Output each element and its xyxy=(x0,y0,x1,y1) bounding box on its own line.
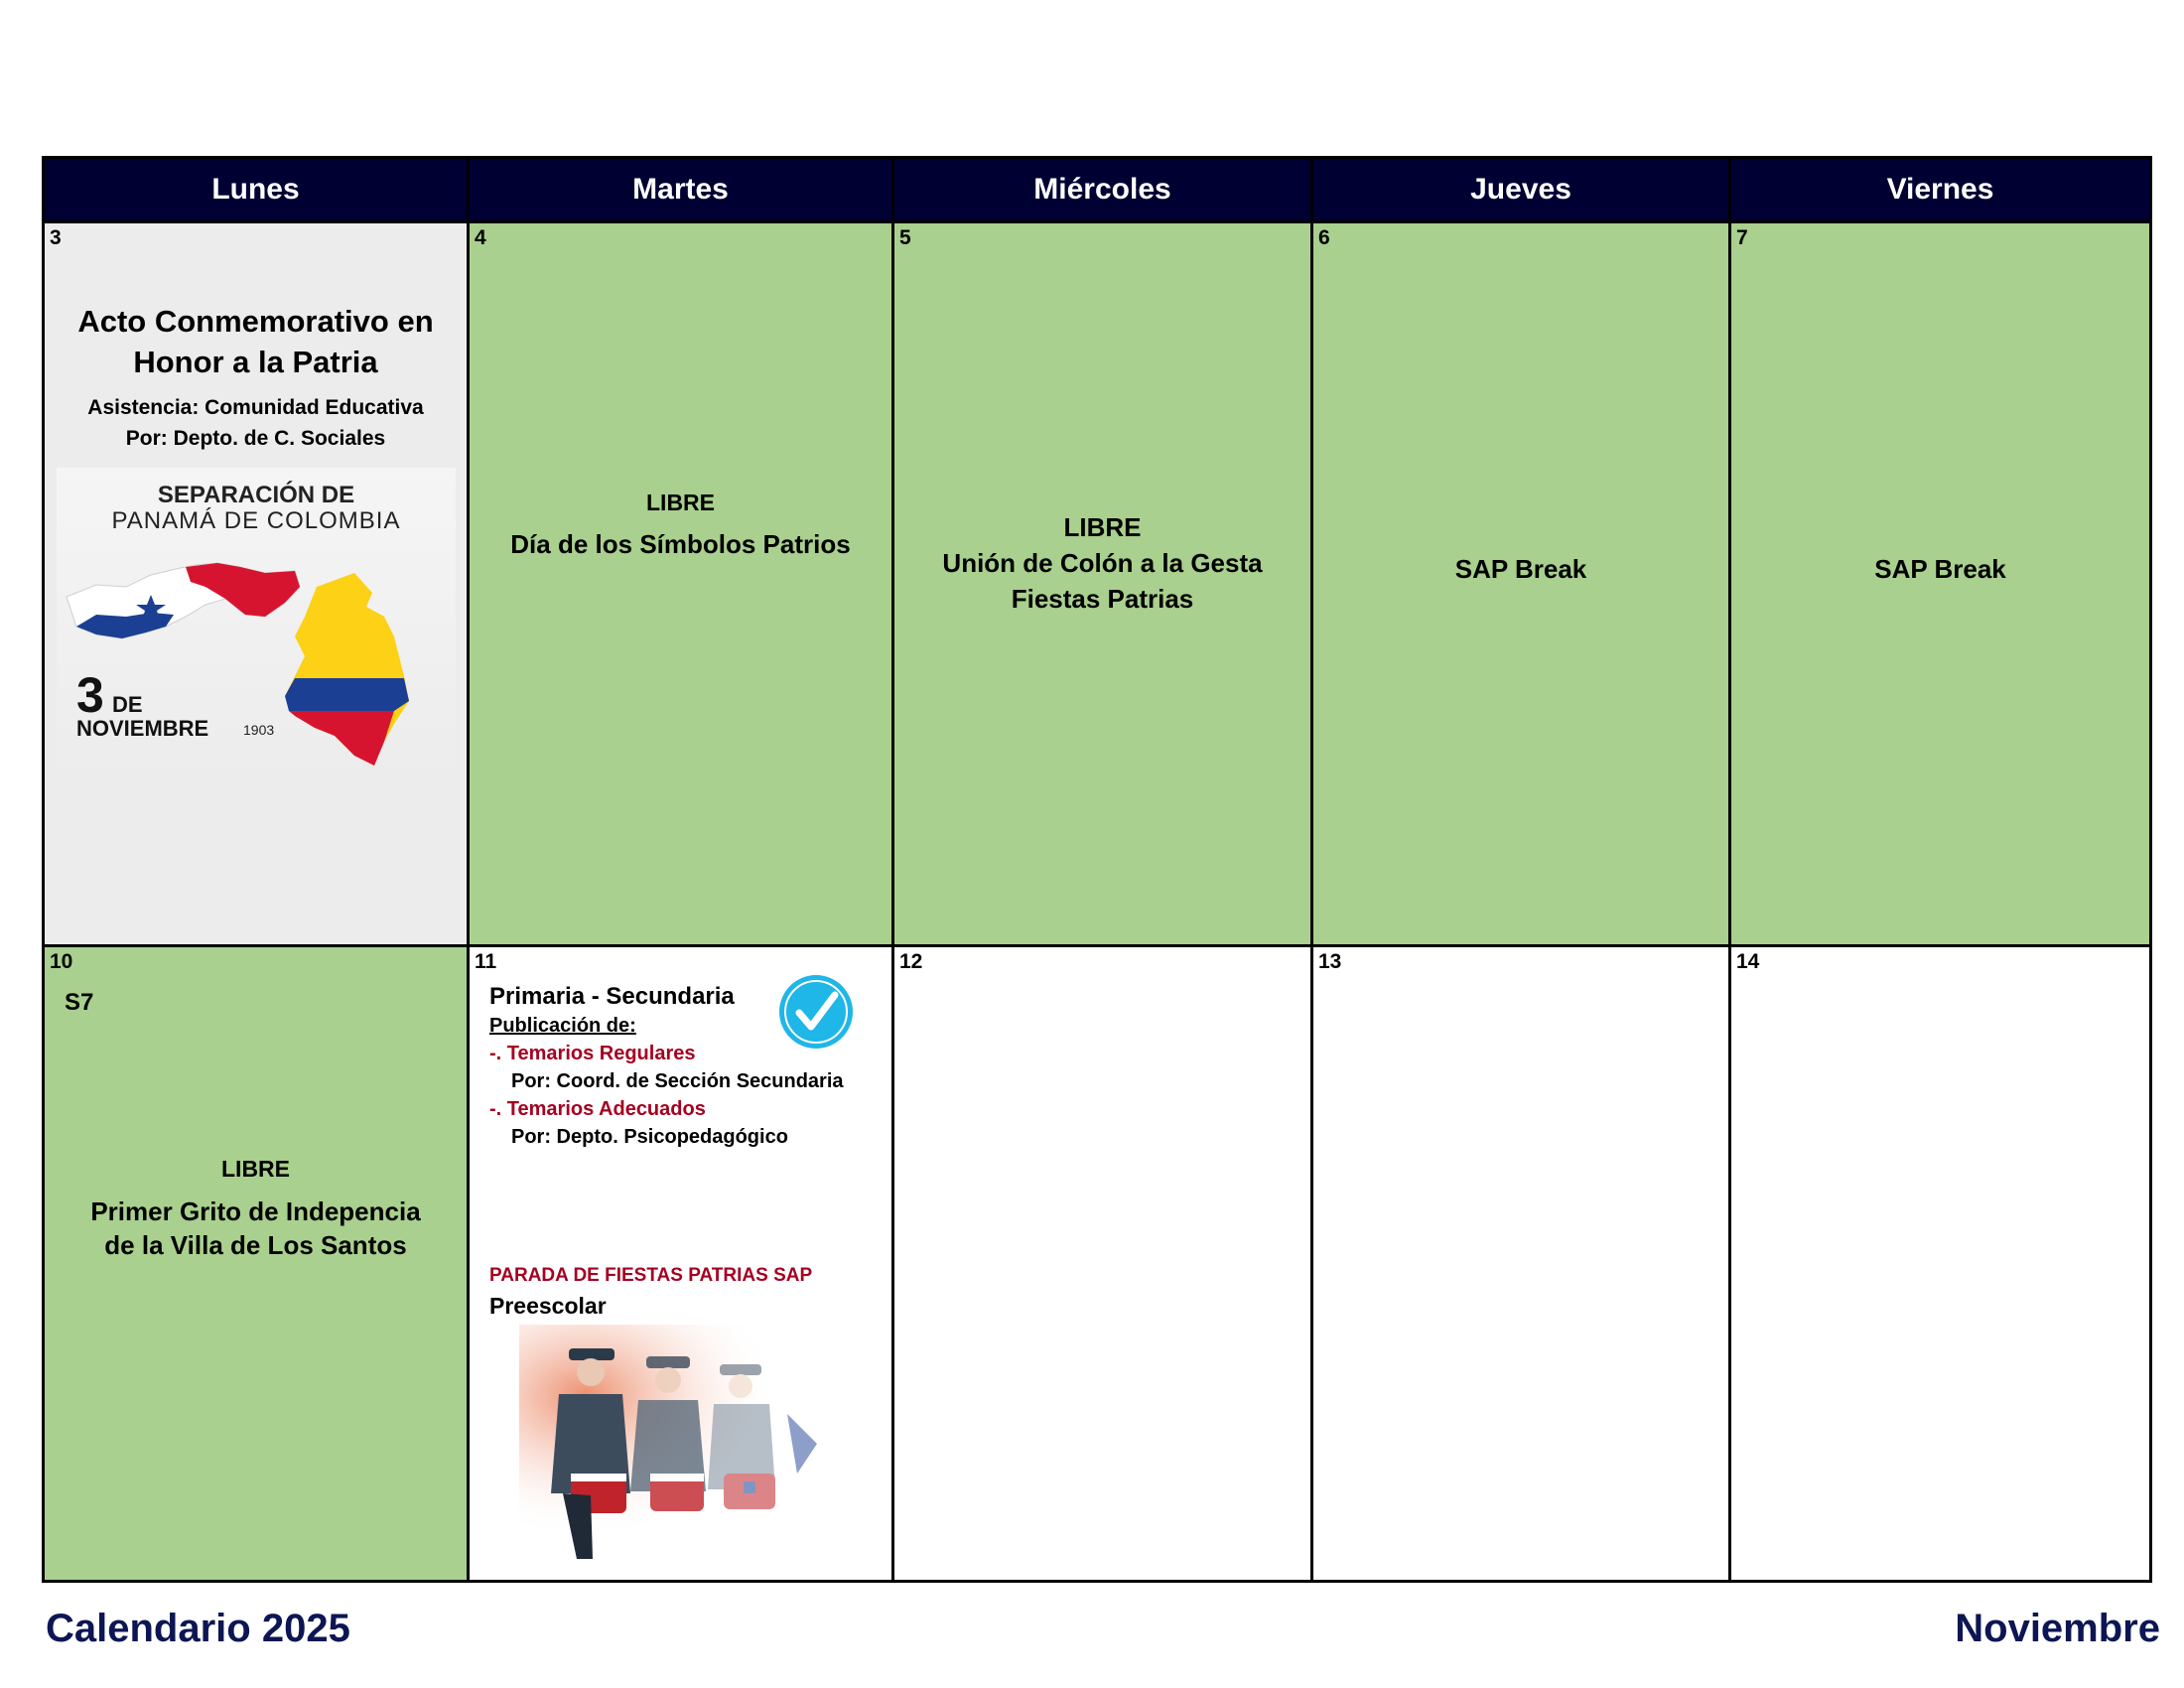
publication-item: -. Temarios Adecuados xyxy=(489,1098,706,1120)
publication-author: Por: Coord. de Sección Secundaria xyxy=(511,1070,844,1092)
day-number: 4 xyxy=(475,226,486,249)
event-title: Primer Grito de Indepencia xyxy=(90,1196,421,1226)
event-attendance: Asistencia: Comunidad Educativa xyxy=(87,396,424,419)
poster-date-month: NOVIEMBRE xyxy=(76,716,209,741)
libre-label: LIBRE xyxy=(646,490,715,515)
day-number: 3 xyxy=(50,226,62,249)
event-title: Día de los Símbolos Patrios xyxy=(510,529,851,559)
event-title: Unión de Colón a la Gesta xyxy=(942,548,1263,578)
day-cell-13 xyxy=(1313,944,1731,1580)
preschool-label: Preescolar xyxy=(489,1293,607,1319)
day-number: 12 xyxy=(899,950,923,973)
event-title: SAP Break xyxy=(1454,554,1587,584)
poster-date-year: 1903 xyxy=(243,722,275,738)
day-cell-7 xyxy=(1731,220,2149,944)
check-icon xyxy=(777,973,855,1051)
day-number: 11 xyxy=(475,950,497,973)
day-number: 14 xyxy=(1736,950,1760,973)
publication-author: Por: Depto. Psicopedagógico xyxy=(511,1126,788,1148)
event-title: Fiestas Patrias xyxy=(1011,584,1194,614)
day-cell-3 xyxy=(45,220,470,944)
day-cell-4 xyxy=(470,220,894,944)
day-cell-11 xyxy=(470,944,894,1580)
day-cell-10 xyxy=(45,944,470,1580)
drummers-illustration xyxy=(519,1325,847,1563)
week-tag: S7 xyxy=(65,989,94,1016)
header-wednesday: Miércoles xyxy=(894,159,1313,220)
libre-label: LIBRE xyxy=(221,1156,290,1182)
poster-subheading: PANAMÁ DE COLOMBIA xyxy=(111,507,401,534)
libre-label: LIBRE xyxy=(1063,512,1142,542)
event-title: Honor a la Patria xyxy=(133,345,378,379)
event-title: SAP Break xyxy=(1874,554,2006,584)
event-title: Acto Conmemorativo en xyxy=(77,304,434,339)
header-monday: Lunes xyxy=(45,159,470,220)
separation-poster-image xyxy=(57,468,456,783)
day-number: 7 xyxy=(1736,226,1748,249)
poster-date-number: 3 xyxy=(76,667,104,723)
day-cell-5 xyxy=(894,220,1313,944)
day-cell-6 xyxy=(1313,220,1731,944)
event-title: de la Villa de Los Santos xyxy=(104,1230,407,1260)
poster-heading: SEPARACIÓN DE xyxy=(157,482,355,508)
poster-date-de: DE xyxy=(112,692,143,717)
day-number: 10 xyxy=(50,950,73,973)
header-tuesday: Martes xyxy=(470,159,894,220)
publication-label: Publicación de: xyxy=(489,1015,636,1037)
event-organizer: Por: Depto. de C. Sociales xyxy=(125,427,386,450)
day-cell-12 xyxy=(894,944,1313,1580)
day-number: 13 xyxy=(1318,950,1342,973)
calendar-grid xyxy=(42,156,2152,1583)
section-heading: Primaria - Secundaria xyxy=(489,983,735,1010)
header-thursday: Jueves xyxy=(1313,159,1731,220)
header-friday: Viernes xyxy=(1731,159,2149,220)
publication-item: -. Temarios Regulares xyxy=(489,1043,696,1064)
day-number: 5 xyxy=(899,226,911,249)
calendar-year-title: Calendario 2025 xyxy=(46,1607,350,1650)
day-cell-14 xyxy=(1731,944,2149,1580)
calendar-month-title: Noviembre xyxy=(1955,1607,2160,1650)
day-number: 6 xyxy=(1318,226,1330,249)
parade-title: PARADA DE FIESTAS PATRIAS SAP xyxy=(489,1265,813,1286)
